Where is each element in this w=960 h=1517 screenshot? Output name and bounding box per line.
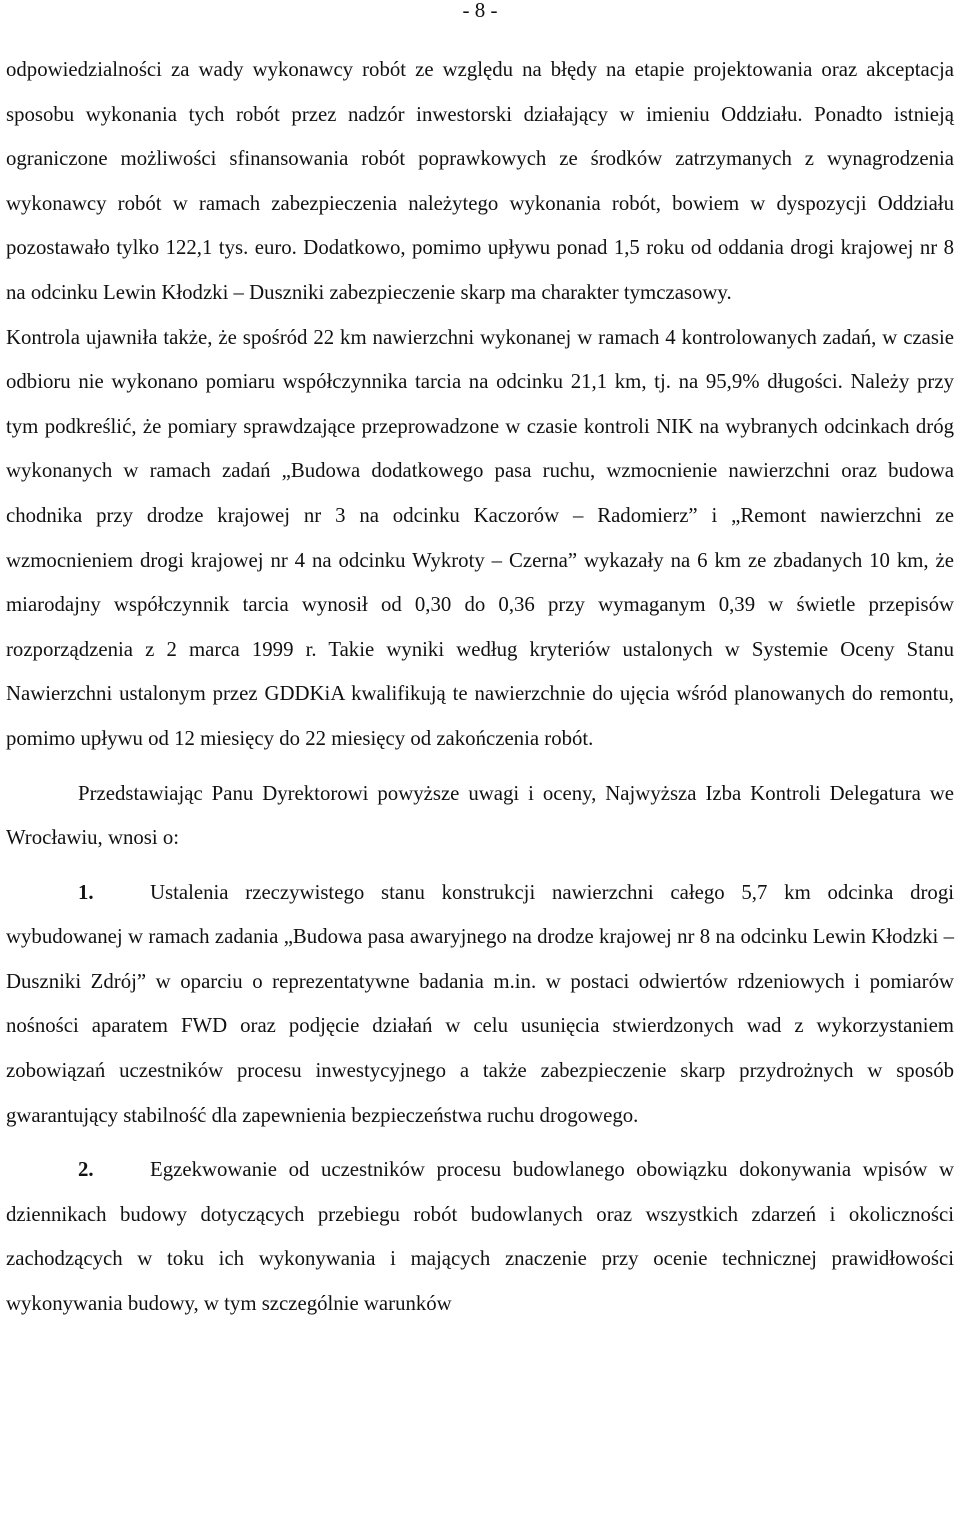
request-item-number: 1. <box>78 880 94 904</box>
request-item-text: Ustalenia rzeczywistego stanu konstrukcji nawierzchni całego 5,7 km odcinka drogi wybudowanej w ramach zadania „Budowa pasa awaryjnego na drodze krajowej nr 8 na odcinku Lewin Kłodzki – Duszniki Zdrój” w oparciu o reprezentatywne badania m.in. w postaci odwiertów rdzeniowych i pomiarów nośności aparatem FWD oraz podjęcie działań w celu usunięcia stwierdzonych wad z wykorzystaniem zobowiązań uczestników procesu inwestycyjnego a także zabezpieczenie skarp przydrożnych w sposób gwarantujący stabilność dla zapewnienia bezpieczeństwa ruchu drogowego. <box>6 880 954 1127</box>
request-item-text: Egzekwowanie od uczestników procesu budowlanego obowiązku dokonywania wpisów w dziennikach budowy dotyczących przebiegu robót budowlanych oraz wszystkich zdarzeń i okoliczności zachodzących w toku ich wykonywania i mających znaczenie przy ocenie technicznej prawidłowości wykonywania budowy, w tym szczególnie warunków <box>6 1158 954 1316</box>
document-body <box>6 48 954 1327</box>
paragraph-responsibility: odpowiedzialności za wady wykonawcy robót ze względu na błędy na etapie projektowania oraz akceptacja sposobu wykonania tych robót przez nadzór inwestorski działający w imieniu Oddziału. Ponadto istnieją ograniczone możliwości sfinansowania robót poprawkowych ze środków zatrzymanych z wynagrodzenia wykonawcy robót w ramach zabezpieczenia należytego wykonania robót, bowiem w dyspozycji Oddziału pozostawało tylko 122,1 tys. euro. Dodatkowo, pomimo upływu ponad 1,5 roku od oddania drogi krajowej nr 8 na odcinku Lewin Kłodzki – Duszniki zabezpieczenie skarp ma charakter tymczasowy. <box>6 58 954 304</box>
page-number: - 8 - <box>462 0 498 22</box>
paragraph-requests-intro: Przedstawiając Panu Dyrektorowi powyższe uwagi i oceny, Najwyższa Izba Kontroli Delegatura we Wrocławiu, wnosi o: <box>6 781 954 850</box>
request-item-2 <box>6 1148 954 1326</box>
request-item-1 <box>6 871 954 1139</box>
paragraph-control-findings: Kontrola ujawniła także, że spośród 22 km nawierzchni wykonanej w ramach 4 kontrolowanych zadań, w czasie odbioru nie wykonano pomiaru współczynnika tarcia na odcinku 21,1 km, tj. na 95,9% długości. Należy przy tym podkreślić, że pomiary sprawdzające przeprowadzone w czasie kontroli NIK na wybranych odcinkach dróg wykonanych w ramach zadań „Budowa dodatkowego pasa ruchu, wzmocnienie nawierzchni oraz budowa chodnika przy drodze krajowej nr 3 na odcinku Kaczorów – Radomierz” i „Remont nawierzchni ze wzmocnieniem drogi krajowej nr 4 na odcinku Wykroty – Czerna” wykazały na 6 km ze zbadanych 10 km, że miarodajny współczynnik tarcia wynosił od 0,30 do 0,36 przy wymaganym 0,39 w świetle przepisów rozporządzenia z 2 marca 1999 r. Takie wyniki według kryteriów ustalonych w Systemie Oceny Stanu Nawierzchni ustalonym przez GDDKiA kwalifikują te nawierzchnie do ujęcia wśród planowanych do remontu, pomimo upływu od 12 miesięcy do 22 miesięcy od zakończenia robót. <box>6 325 954 750</box>
request-item-number: 2. <box>78 1158 94 1182</box>
